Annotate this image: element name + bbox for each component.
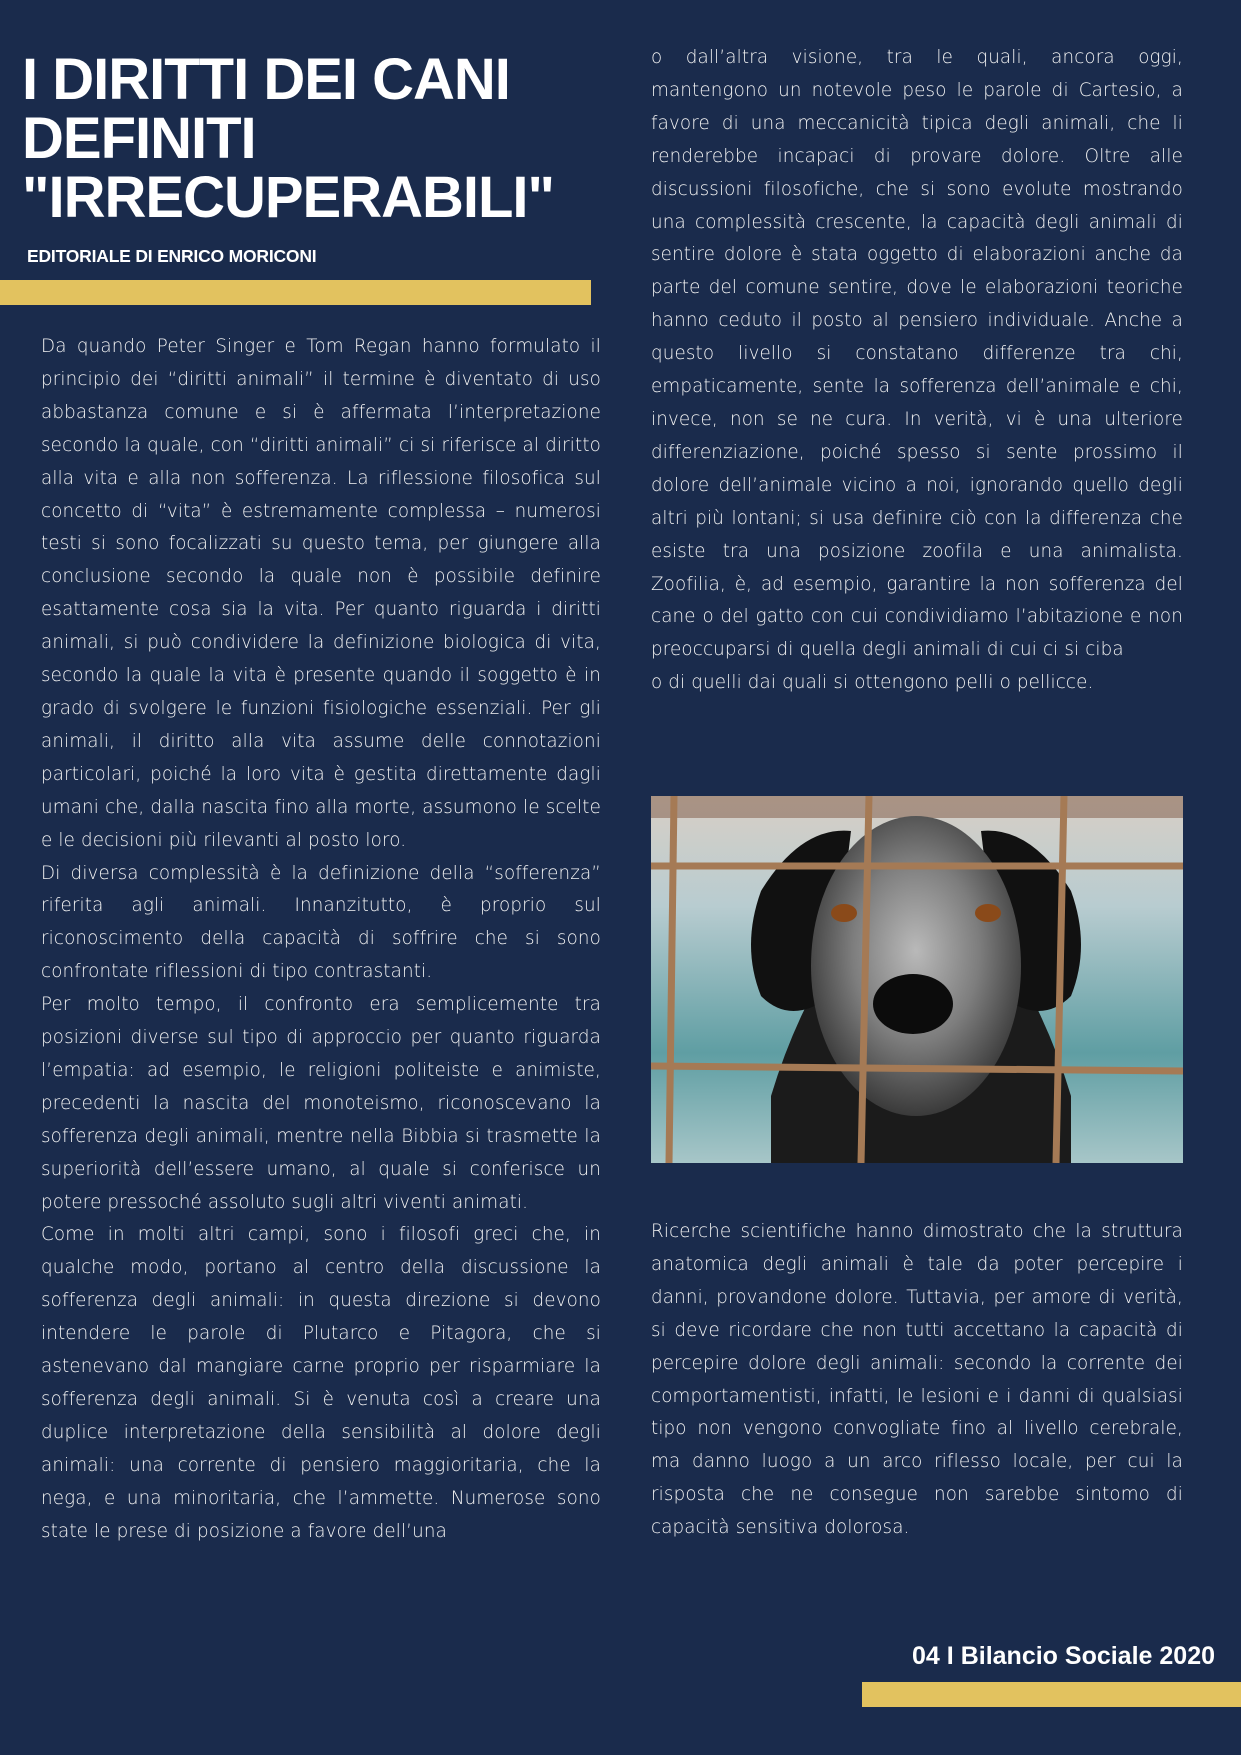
dog-behind-cage-image [651, 796, 1183, 1163]
title-line-2: DEFINITI [22, 106, 256, 171]
paragraph: Ricerche scientifiche hanno dimostrato che la struttura anatomica degli animali è tale da poter percepire i danni, provandone dolore. Tuttavia, per amore di verità, si deve ricordare che non tutti accettano la capacità di percepire dolore degli animali: secondo la corrente dei comportamentisti, infatti, le lesioni e i danni di qualsiasi tipo non vengono convogliate fino al livello cerebrale, ma danno luogo a un arco riflesso locale, per cui la risposta che ne consegue non sarebbe sintomo di capacità sensitiva dolorosa. [651, 1221, 1183, 1539]
title-line-3: "IRRECUPERABILI" [22, 165, 555, 230]
accent-bar-top [0, 280, 591, 305]
accent-bar-bottom [862, 1682, 1241, 1707]
publication-name: Bilancio Sociale 2020 [960, 1642, 1215, 1670]
title-line-1: I DIRITTI DEI CANI [22, 47, 510, 112]
paragraph: Per molto tempo, il confronto era semplicemente tra posizioni diverse sul tipo di approccio per quanto riguarda l’empatia: ad esempio, le religioni politeiste e animiste, precedenti la nascita del monoteismo, riconoscevano la sofferenza degli animali, mentre nella Bibbia si trasmette la superiorità dell’essere umano, al quale si conferisce un potere pressoché assoluto sugli altri viventi animati. [41, 994, 601, 1213]
right-column-top [651, 42, 1183, 700]
paragraph: o dall’altra visione, tra le quali, ancora oggi, mantengono un notevole peso le parole di Cartesio, a favore di una meccanicità tipica degli animali, che li renderebbe incapaci di provare dolore. Oltre alle discussioni filosofiche, che si sono evolute mostrando una complessità crescente, la capacità degli animali di sentire dolore è stata oggetto di elaborazioni anche da parte del comune sentire, dove le elaborazioni teoriche hanno ceduto il posto al pensiero individuale. Anche a questo livello si constatano differenze tra chi, empaticamente, sente la sofferenza dell’animale e chi, invece, non se ne cura. In verità, vi è una ulteriore differenziazione, poiché spesso si sente prossimo il dolore dell’animale vicino a noi, ignorando quello degli altri più lontani; si usa definire ciò con la differenza che esiste tra una posizione zoofila e una animalista. Zoofilia, è, ad esempio, garantire la non sofferenza del cane o del gatto con cui condividiamo l’abitazione e non preoccuparsi di quella degli animali di cui ci si ciba [651, 47, 1183, 661]
byline: EDITORIALE DI ENRICO MORICONI [27, 246, 317, 266]
paragraph: Da quando Peter Singer e Tom Regan hanno formulato il principio dei “diritti animali” il termine è diventato di uso abbastanza comune e si è affermata l’interpretazione secondo la quale, con “diritti animali” ci si riferisce al diritto alla vita e alla non sofferenza. La riflessione filosofica sul concetto di “vita” è estremamente complessa – numerosi testi si sono focalizzati su questo tema, per giungere alla conclusione secondo la quale non è possibile definire esattamente cosa sia la vita. Per quanto riguarda i diritti animali, si può condividere la definizione biologica di vita, secondo la quale la vita è presente quando il soggetto è in grado di svolgere le funzioni fisiologiche essenziali. Per gli animali, il diritto alla vita assume delle connotazioni particolari, poiché la loro vita è gestita direttamente dagli umani che, dalla nascita fino alla morte, assumono le scelte e le decisioni più rilevanti al posto loro. [41, 336, 601, 851]
article-title [22, 47, 602, 230]
page-number: 04 [912, 1642, 940, 1670]
page-footer [912, 1642, 1215, 1671]
paragraph: Come in molti altri campi, sono i filosofi greci che, in qualche modo, portano al centro della discussione la sofferenza degli animali: in questa direzione si devono intendere le parole di Plutarco e Pitagora, che si astenevano dal mangiare carne proprio per risparmiare la sofferenza degli animali. Si è venuta così a creare una duplice interpretazione della sensibilità al dolore degli animali: una corrente di pensiero maggioritaria, che la nega, e una minoritaria, che l’ammette. Numerose sono state le prese di posizione a favore dell’una [41, 1224, 601, 1542]
left-column [41, 331, 601, 1549]
paragraph: Di diversa complessità è la definizione della “sofferenza” riferita agli animali. Innanzitutto, è proprio sul riconoscimento della capacità di soffrire che si sono confrontate riflessioni di tipo contrastanti. [41, 862, 601, 983]
dog-photo [651, 796, 1183, 1163]
dog-nose [873, 974, 953, 1034]
right-column-bottom [651, 1216, 1183, 1545]
paragraph-tail: o di quelli dai quali si ottengono pelli o pellicce. [651, 672, 1094, 694]
dog-left-eye [831, 904, 857, 922]
photo-top-beam [651, 796, 1183, 818]
footer-separator: I [946, 1642, 954, 1670]
dog-right-eye [975, 904, 1001, 922]
